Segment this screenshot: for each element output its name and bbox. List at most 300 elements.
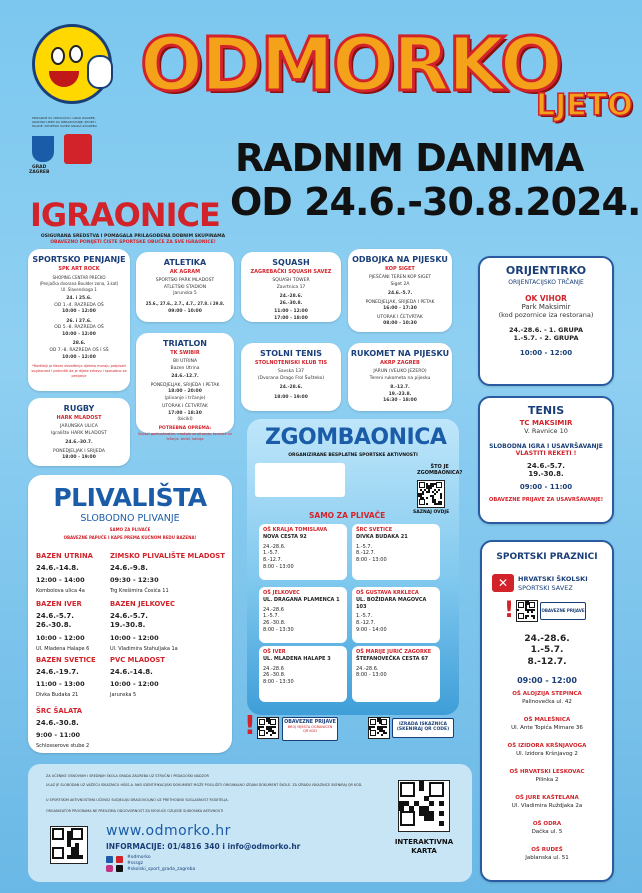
pl-d: 24.6.-14.8. — [36, 563, 79, 572]
zagreb-crest — [32, 136, 54, 162]
qr-module — [385, 732, 387, 734]
rugby-time: 18:00 - 19:00 — [62, 455, 96, 461]
qr-module — [439, 801, 444, 806]
qr-module — [419, 786, 424, 791]
tenis-addr: V. Ravnice 10 — [524, 427, 568, 435]
rugby-org: HARK MLADOST — [56, 415, 102, 421]
prijave-label3: QR KOD — [303, 729, 317, 733]
mascot-mouth — [49, 71, 79, 87]
footer-social3: #skolski_sport_grada_zagreba — [127, 867, 196, 872]
qr-module — [422, 493, 424, 495]
plivaliste-location — [36, 656, 108, 699]
praznici-school — [484, 847, 610, 862]
qr-module — [426, 503, 428, 505]
rugby-loc: JARUNSKA ULICA Igralište HARK MLADOST — [51, 424, 107, 436]
sp-nm: OŠ ODRA — [532, 821, 562, 827]
pl-d: 24.6.-19.7. — [36, 667, 79, 676]
praznici-school — [484, 743, 610, 758]
qr-module — [381, 734, 383, 736]
zg-d: 24.-28.6. 1.-5.7. 8.-12.7. — [263, 543, 286, 563]
tenis-reketi: VLASTITI REKETI ! — [515, 450, 577, 457]
card-squash — [241, 252, 341, 322]
card-rukomet — [348, 343, 452, 411]
qr-module — [262, 726, 264, 728]
qr-module — [429, 801, 434, 806]
tenis-slobodna: SLOBODNA IGRA I USAVRŠAVANJE — [489, 443, 603, 450]
plivaliste-location — [36, 600, 108, 653]
rukomet-loc: JARUN (VELIKO JEZERO) Tereni rukometa na pijesku — [369, 369, 431, 381]
pl-a: Trg Krešimira Ćosića 11 — [110, 588, 169, 595]
pl-t: 09:30 - 12:30 — [110, 576, 159, 585]
pl-t: 9:00 - 11:00 — [36, 731, 81, 740]
praznici-prijave-label: OBAVEZNE PRIJAVE — [541, 608, 585, 613]
triatlon-title: TRIATLON — [163, 339, 207, 348]
plivaliste-location — [36, 707, 108, 750]
alert-icon: ! — [244, 711, 256, 741]
odbojka-days2: UTORAK I ČETVRTAK — [377, 314, 423, 320]
odbojka-title: ODBOJKA NA PIJESKU — [352, 255, 448, 264]
zgombaonica-subtitle: ORGANIZIRANE BESPLATNE SPORTSKE AKTIVNOSTI — [288, 453, 418, 458]
tenis-d1: 24.6.-5.7. — [527, 462, 565, 470]
qr-finder — [419, 482, 425, 488]
penjanje-h3: 10:00 - 12:00 — [62, 354, 96, 360]
zg-d: 1.-5.7. 8.-12.7. — [356, 613, 376, 626]
praznici-school — [484, 821, 610, 836]
qr-module — [533, 617, 535, 619]
sp-nm: OŠ MALEŠNICA — [523, 717, 571, 723]
penjanje-title: SPORTSKO PENJANJE — [32, 255, 126, 264]
footer-social2: #sssgz — [127, 861, 144, 866]
zgombaonica-location — [352, 646, 440, 702]
qr-finder — [529, 602, 535, 608]
qr-module — [270, 734, 272, 736]
footer-p3: U SPORTSKIM AKTIVNOSTIMA UČENICI SUDJELUJU DRAGOVOLJNO UZ PRETHODNU SUGLASNOST RODITELJA. — [46, 798, 229, 802]
zg-nm: ŠRC SVETICE — [356, 527, 393, 533]
penjanje-d3: 28.6. — [72, 341, 86, 347]
orijentirko-time: 10:00 - 12:00 — [519, 349, 573, 357]
stolni-loc: Savska 137 (Dvorana Drago Frol Šušteko) — [257, 369, 325, 381]
qr-module — [385, 726, 387, 728]
orijentirko-loc1: Park Maksimir — [521, 303, 571, 311]
odbojka-date: 24.6.-5.7. — [387, 291, 413, 297]
sp-a: Ul. Ante Topića Mimare 36 — [511, 724, 583, 731]
zg-d: 24.-28.6 1.-5.7. 26.-30.8. — [263, 606, 286, 626]
rukomet-title: RUKOMET NA PIJESKU — [350, 349, 450, 358]
zgombaonica-saznaj: SAZNAJ OVDJE — [413, 510, 450, 515]
tenis-d2: 19.-30.8. — [528, 470, 564, 478]
rukomet-org: AKRP ZAGREB — [380, 360, 420, 366]
pl-nm: ZIMSKO PLIVALIŠTE MLADOST — [110, 552, 225, 560]
rugby-days: PONEDJELJAK I SRIJEDA — [52, 448, 106, 454]
pl-a: Schlosserove stube 2 — [36, 743, 90, 750]
pl-t: 10:00 - 12:00 — [110, 634, 159, 643]
rugby-title: RUGBY — [63, 404, 95, 413]
orijentirko-sub: ORIJENTACIJSKO TRČANJE — [508, 279, 584, 286]
praznici-title: SPORTSKI PRAZNICI — [496, 552, 598, 562]
penjanje-t1: OD 1.-4. RAZREDA OŠ — [54, 302, 104, 308]
footer-p4: ORGANIZATOR PROGRAMA NE PREUZIMA ODGOVORNOST ZA MOGUĆE OZLJEDE SUDIONIKA AKTIVNOSTI — [46, 809, 224, 813]
penjanje-t3: OD 7.-8. RAZREDA OŠ I SŠ — [49, 348, 109, 353]
iskaznica-qr-code[interactable] — [368, 717, 390, 739]
qr-finder — [71, 828, 83, 840]
prijave-label1: OBAVEZNE PRIJAVE — [284, 720, 336, 725]
footer-p1: ZA UČENIKE OSNOVNIH I SREDNJIH ŠKOLA GRADA ZAGREBA UZ STRUČNI I PEDAGOŠKI NADZOR — [46, 774, 209, 778]
zg-nm: OŠ MARIJE JURIĆ ZAGORKE — [356, 649, 432, 655]
zgombaonica-location — [352, 587, 440, 643]
praznici-savez2: SPORTSKI SAVEZ — [518, 584, 573, 592]
qr-module — [274, 732, 276, 734]
pl-a: Divka Budaka 21 — [36, 692, 79, 699]
card-triatlon — [136, 333, 234, 442]
qr-module — [399, 806, 404, 811]
qr-module — [369, 728, 371, 730]
qr-module — [438, 489, 440, 491]
zgombaonica-qr-code[interactable] — [417, 480, 445, 508]
card-rugby — [28, 398, 130, 466]
mascot-hand — [87, 55, 113, 89]
plivalista-note: OBAVEZNE PAPUČE I KAPE PREMA KUĆNOM REDU BAZENA! — [63, 535, 197, 540]
sponsor-text: PROGRAM SU OMOGUĆILI: GRAD ZAGREB, GRADSKI URED ZA OBRAZOVANJE, SPORT I MLADE; SPORTSKI SAVEZ GRADA ZAGREBA — [32, 116, 97, 129]
zg-ad: UL. MLADENA HALAPE 3 — [263, 655, 331, 662]
zgombaonica-sto-je: ŠTO JE ZGOMBAONICA? — [417, 464, 463, 476]
logo-sub: LJETO — [536, 88, 633, 123]
card-odbojka — [348, 249, 452, 332]
qr-finder — [400, 811, 415, 826]
triatlon-loc: BII UTRINA Bazen Utrina — [170, 359, 200, 371]
praznici-qr-code[interactable] — [516, 600, 538, 622]
qr-module — [432, 485, 434, 487]
pl-nm: PVC MLADOST — [110, 656, 165, 664]
plivalista-samo: SAMO ZA PLIVAČE — [109, 527, 151, 532]
odbojka-h2: 08:00 - 10:30 — [383, 321, 417, 327]
zgombaonica-logos — [255, 463, 345, 497]
rugby-date: 24.6.-30.7. — [65, 440, 93, 446]
qr-module — [440, 503, 442, 505]
qr-module — [430, 487, 432, 489]
qr-module — [527, 615, 529, 617]
zg-ad: ŠTEFANOVEČKA CESTA 67 — [356, 655, 429, 662]
orijentirko-g2: 1.-5.7. - 2. GRUPA — [513, 334, 579, 342]
stolni-title: STOLNI TENIS — [260, 349, 322, 358]
qr-finder — [370, 730, 376, 736]
praznici-dates: 24.-28.6. 1.-5.7. 8.-12.7. — [524, 634, 570, 667]
plivalista-sub: SLOBODNO PLIVANJE — [80, 513, 180, 524]
sp-nm: OŠ RUDEŠ — [531, 847, 563, 853]
squash-h1: 11:00 - 12:00 — [274, 309, 308, 315]
pl-nm: BAZEN JELKOVEC — [110, 600, 176, 608]
sp-a: Palinovečka ul. 42 — [522, 698, 572, 705]
qr-module — [525, 617, 527, 619]
logo-title: ODMORKO — [140, 22, 561, 108]
penjanje-loc: SHOPING CENTAR PREČKO (Penjačka dvorana Boulder zona, 3.kat) Ul. Slavenskoga 1 — [39, 275, 119, 292]
odbojka-org: KOP SIGET — [385, 266, 415, 272]
penjanje-t2: OD 5.-8. RAZREDA OŠ — [54, 325, 104, 331]
footer-web[interactable]: www.odmorko.hr — [106, 823, 231, 839]
qr-finder — [52, 828, 64, 840]
mascot-eye — [69, 45, 83, 63]
sp-nm: OŠ ALOJZIJA STEPINCA — [512, 691, 582, 697]
penjanje-d2: 26. i 27.6. — [66, 318, 92, 324]
qr-finder — [259, 719, 265, 725]
orijentirko-g1: 24.-28.6. - 1. GRUPA — [508, 326, 583, 334]
stolni-time: 18:00 - 19:00 — [274, 394, 308, 400]
igraonice-sub2: OBAVEZNO PONIJETI ČISTE SPORTSKE OBUĆE ZA SVE IGRAONICE! — [50, 240, 216, 245]
qr-module — [268, 722, 270, 724]
qr-finder — [419, 499, 425, 505]
qr-finder — [518, 613, 524, 619]
facebook-icon[interactable] — [106, 856, 113, 863]
orijentirko-loc2: (kod pozornice iza restorana) — [498, 311, 594, 319]
pl-a: Jarunska 5 — [110, 692, 137, 699]
zg-t: 9:00 - 14:00 — [356, 626, 387, 633]
card-stolni — [241, 343, 341, 411]
rukomet-time: 16:30 - 18:00 — [383, 398, 417, 404]
praznici-school — [484, 769, 610, 784]
zg-d: 24.-28.6 26.-30.8. — [263, 665, 286, 679]
pl-a: Kombolova ulica 4a — [36, 588, 85, 595]
plivaliste-location — [110, 600, 228, 653]
instagram-icon[interactable] — [106, 865, 113, 872]
penjanje-h1: 10:00 - 12:00 — [62, 309, 96, 315]
praznici-savez1: HRVATSKI ŠKOLSKI — [518, 575, 588, 583]
zgombaonica-location — [259, 587, 347, 643]
karta-label: INTERAKTIVNA KARTA — [394, 838, 454, 856]
hsss-logo: ✕ — [492, 574, 514, 592]
zg-nm: OŠ JELKOVEC — [263, 590, 300, 596]
qr-module — [409, 806, 414, 811]
plivaliste-location — [36, 552, 108, 595]
triatlon-note: Kupaći gaćice/kostim, naočale za plivanje, tenisice za trčanje, bicikl, kaciga — [138, 432, 232, 442]
qr-module — [377, 732, 379, 734]
tiktok-icon[interactable] — [116, 865, 123, 872]
qr-finder — [518, 602, 524, 608]
zg-ad: NOVA CESTA 92 — [263, 533, 307, 540]
qr-module — [527, 603, 529, 605]
qr-module — [434, 493, 436, 495]
headline-dates: OD 24.6.-30.8.2024. — [230, 180, 641, 224]
sports-association-logo — [64, 134, 92, 164]
pl-d: 24.6.-30.8. — [36, 718, 79, 727]
zg-d: 1.-5.7. 8.-12.7. — [356, 543, 376, 557]
atletika-dates: 25.6., 27.6., 2.7., 4.7., 27.8. i 29.8. — [145, 300, 225, 306]
tenis-title: TENIS — [527, 404, 565, 417]
pl-d: 24.6.-14.8. — [110, 667, 153, 676]
penjanje-h2: 10:00 - 12:00 — [62, 331, 96, 337]
penjanje-org: SPK ART ROCK — [58, 266, 100, 272]
sp-nm: OŠ JURE KAŠTELANA — [515, 795, 579, 801]
qr-module — [434, 483, 436, 485]
qr-module — [429, 816, 434, 821]
qr-module — [373, 726, 375, 728]
sp-nm: OŠ HRVATSKI LESKOVAC — [509, 769, 585, 775]
qr-finder — [400, 782, 415, 797]
rukomet-d2: 19.-23.8. — [388, 391, 412, 397]
qr-module — [436, 491, 438, 493]
qr-module — [426, 497, 428, 499]
triatlon-x1: (plivanje i trčanje) — [164, 395, 206, 401]
sp-a: Dačka ul. 5 — [531, 828, 563, 835]
praznici-school — [484, 691, 610, 706]
tenis-note: OBAVEZNE PRIJAVE ZA USAVRŠAVANJE! — [488, 497, 604, 503]
stolni-org: STOLNOTENISKI KLUB TIS — [254, 360, 328, 366]
pl-nm: BAZEN IVER — [36, 600, 82, 608]
qr-module — [266, 732, 268, 734]
rukomet-d1: 8.-12.7. — [390, 385, 410, 391]
atletika-loc: SPORTSKI PARK MLADOST ATLETSKI STADION Jarunska 5 — [155, 278, 215, 297]
stolni-date: 24.-28.6. — [279, 385, 303, 391]
triatlon-h2: 17:00 - 18:30 — [168, 410, 202, 416]
qr-module — [527, 611, 529, 613]
youtube-icon[interactable] — [116, 856, 123, 863]
pl-nm: BAZEN SVETICE — [36, 656, 96, 664]
igraonice-title: IGRAONICE — [30, 196, 220, 234]
orijentirko-club: OK VIHOR — [525, 294, 567, 303]
pl-nm: ŠRC ŠALATA — [36, 707, 83, 715]
zg-t: 8:00 - 13:00 — [356, 557, 387, 563]
card-penjanje — [28, 249, 130, 391]
atletika-title: ATLETIKA — [163, 258, 207, 267]
prijave-badge — [282, 717, 338, 741]
praznici-time: 09:00 - 12:00 — [517, 676, 577, 685]
zg-t: 8:00 - 13:00 — [356, 672, 387, 679]
pl-d: 24.6.-5.7. 26.-30.8. — [36, 611, 74, 630]
qr-module — [422, 497, 424, 499]
qr-module — [258, 728, 260, 730]
pl-d: 24.6.-5.7. 19.-30.8. — [110, 611, 148, 630]
pl-t: 10:00 - 12:00 — [36, 634, 85, 643]
qr-module — [79, 855, 83, 859]
sp-a: Jablanska ul. 51 — [525, 854, 569, 861]
triatlon-days1: PONEDJELJAK, SRIJEDA I PETAK — [150, 382, 220, 388]
qr-module — [274, 726, 276, 728]
atletika-org: AK AGRAM — [169, 269, 201, 275]
plivaliste-location — [110, 552, 228, 595]
orijentirko-title: ORIJENTIRKO — [505, 264, 587, 277]
triatlon-days2: UTORAK I ČETVRTAK — [162, 404, 208, 410]
plivaliste-location — [110, 656, 228, 699]
squash-h2: 17:00 - 18:00 — [274, 315, 308, 321]
prijave-qr-code[interactable] — [257, 717, 279, 739]
squash-d2: 26.-30.8. — [279, 300, 303, 306]
penjanje-note: *Roditelji prilikom dovođenja djeteta moraju potpisati suglasnost i potvrditi da je dijete zdravo i sposobno za penjanje — [31, 364, 127, 379]
card-atletika — [136, 252, 234, 322]
qr-module — [531, 611, 533, 613]
praznici-school — [484, 795, 610, 810]
praznici-prijave — [540, 602, 586, 620]
zg-ad: DIVKA BUDAKA 21 — [356, 533, 408, 540]
praznici-school — [484, 717, 610, 732]
zg-t: 8:00 - 13:30 — [263, 679, 294, 685]
triatlon-org: TK SWIBIR — [170, 350, 200, 356]
pl-d: 24.6.-9.8. — [110, 563, 148, 572]
pl-nm: BAZEN UTRINA — [36, 552, 93, 560]
zg-d: 24.-28.6. — [356, 665, 379, 672]
footer-social1: #odmorko — [127, 855, 151, 860]
zg-nm: OŠ KRALJA TOMISLAVA — [263, 527, 328, 533]
qr-module — [533, 609, 535, 611]
squash-org: ZAGREBAČKI SQUASH SAVEZ — [250, 269, 332, 275]
triatlon-x2: (bicikl) — [177, 417, 193, 423]
qr-module — [439, 811, 444, 816]
footer-p2: ULAZ JE SLOBODAN UZ VAŽEĆU ISKAZNICU HŠSS-A. NKO IDENTIFIKACIJSKI DOKUMENT MOŽE POSLUŽITI ORIGINALNO IZDANI DOKUMENT ŠKOLE. ZA IZRADU ISKAZNICE SKENIRAJ QR KOD. — [46, 783, 363, 787]
zg-t: 8:00 - 13:30 — [263, 626, 294, 633]
qr-module — [517, 609, 519, 611]
tenis-club: TC MAKSIMIR — [519, 419, 573, 427]
qr-finder — [436, 482, 442, 488]
plivalista-title: PLIVALIŠTA — [53, 483, 207, 512]
squash-loc: SQUASH TOWER Zavrtnica 17 — [272, 278, 310, 290]
pl-a: Ul. Vladimira Stahuljaka 1a — [110, 646, 178, 653]
qr-finder — [381, 719, 387, 725]
odbojka-days1: PONEDJELJAK, SRIJEDA I PETAK — [365, 299, 435, 305]
qr-finder — [259, 730, 265, 736]
qr-module — [379, 722, 381, 724]
triatlon-date: 24.6.-12.7. — [171, 374, 199, 380]
karta-qr-code[interactable] — [398, 780, 450, 832]
qr-finder — [429, 782, 444, 797]
footer-info: INFORMACIJE: 01/4816 340 i info@odmorko.hr — [106, 842, 301, 851]
footer-qr-code[interactable] — [50, 826, 88, 864]
card-tenis — [478, 396, 614, 524]
zgombaonica-location — [259, 646, 347, 702]
sp-a: Ul. Izidora Kršnjavog 2 — [516, 750, 578, 757]
triatlon-note-title: POTREBNA OPREMA: — [158, 425, 212, 431]
qr-module — [440, 497, 442, 499]
zg-t: 8:00 - 13:00 — [263, 563, 294, 570]
zg-ad: UL. BOŽIDARA MAGOVCA 103 — [356, 596, 427, 610]
prijave-label2: BROJ MJESTA OGRANIČEN — [287, 725, 333, 729]
qr-module — [428, 491, 430, 493]
iskaznica-badge — [392, 718, 454, 738]
pl-t: 10:00 - 12:00 — [110, 680, 159, 689]
zg-ad: UL. DRAGANA PLAMENCA 1 — [263, 596, 340, 603]
grad-label: GRAD ZAGREB — [29, 165, 50, 175]
mascot — [32, 24, 112, 104]
qr-module — [439, 821, 444, 826]
igraonice-sub1: OSIGURANA SREDSTVA I POMAGALA PRILAGOĐENA DOBNIM SKUPINAMA — [40, 234, 226, 239]
tenis-time: 09:00 - 11:00 — [519, 483, 573, 491]
pl-a: Ul. Mladena Halape 6 — [36, 646, 90, 653]
zgombaonica-location — [352, 524, 440, 580]
headline-days: RADNIM DANIMA — [235, 136, 584, 180]
atletika-time: 09:00 - 10:00 — [168, 309, 202, 315]
zg-nm: OŠ GUSTAVA KRKLECA — [356, 590, 419, 596]
praznici-alert-icon: ! — [504, 598, 515, 623]
triatlon-h1: 18:00 - 20:00 — [168, 389, 202, 395]
penjanje-d1: 24. i 25.6. — [66, 296, 92, 302]
zgombaonica-location — [259, 524, 347, 580]
pl-t: 12:00 - 14:00 — [36, 576, 85, 585]
iskaznica-label: IZRADA ISKAZNICA (SKENIRAJ QR CODE) — [396, 722, 450, 732]
zgombaonica-title: ZGOMBAONICA — [265, 425, 447, 450]
karta-panel — [392, 776, 462, 880]
odbojka-loc: PJEŠČANI TEREN KOP SIGET Siget 2A — [368, 275, 432, 287]
sp-nm: OŠ IZIDORA KRŠNJAVOGA — [507, 743, 587, 749]
odbojka-h1: 16:00 - 17:30 — [383, 306, 417, 312]
sp-a: Ul. Vladimira Ruždjaka 2a — [511, 802, 583, 809]
qr-finder — [52, 847, 64, 859]
card-orijentirko — [478, 256, 614, 386]
pl-t: 11:00 - 13:00 — [36, 680, 85, 689]
zgombaonica-samo: SAMO ZA PLIVAČE — [309, 511, 386, 520]
qr-finder — [370, 719, 376, 725]
squash-d1: 24.-28.6. — [279, 294, 303, 300]
sp-a: Pilinka 2 — [535, 776, 559, 783]
squash-title: SQUASH — [272, 258, 310, 267]
qr-finder — [270, 719, 276, 725]
mascot-eye — [51, 47, 65, 65]
zg-nm: OŠ IVER — [263, 649, 286, 655]
